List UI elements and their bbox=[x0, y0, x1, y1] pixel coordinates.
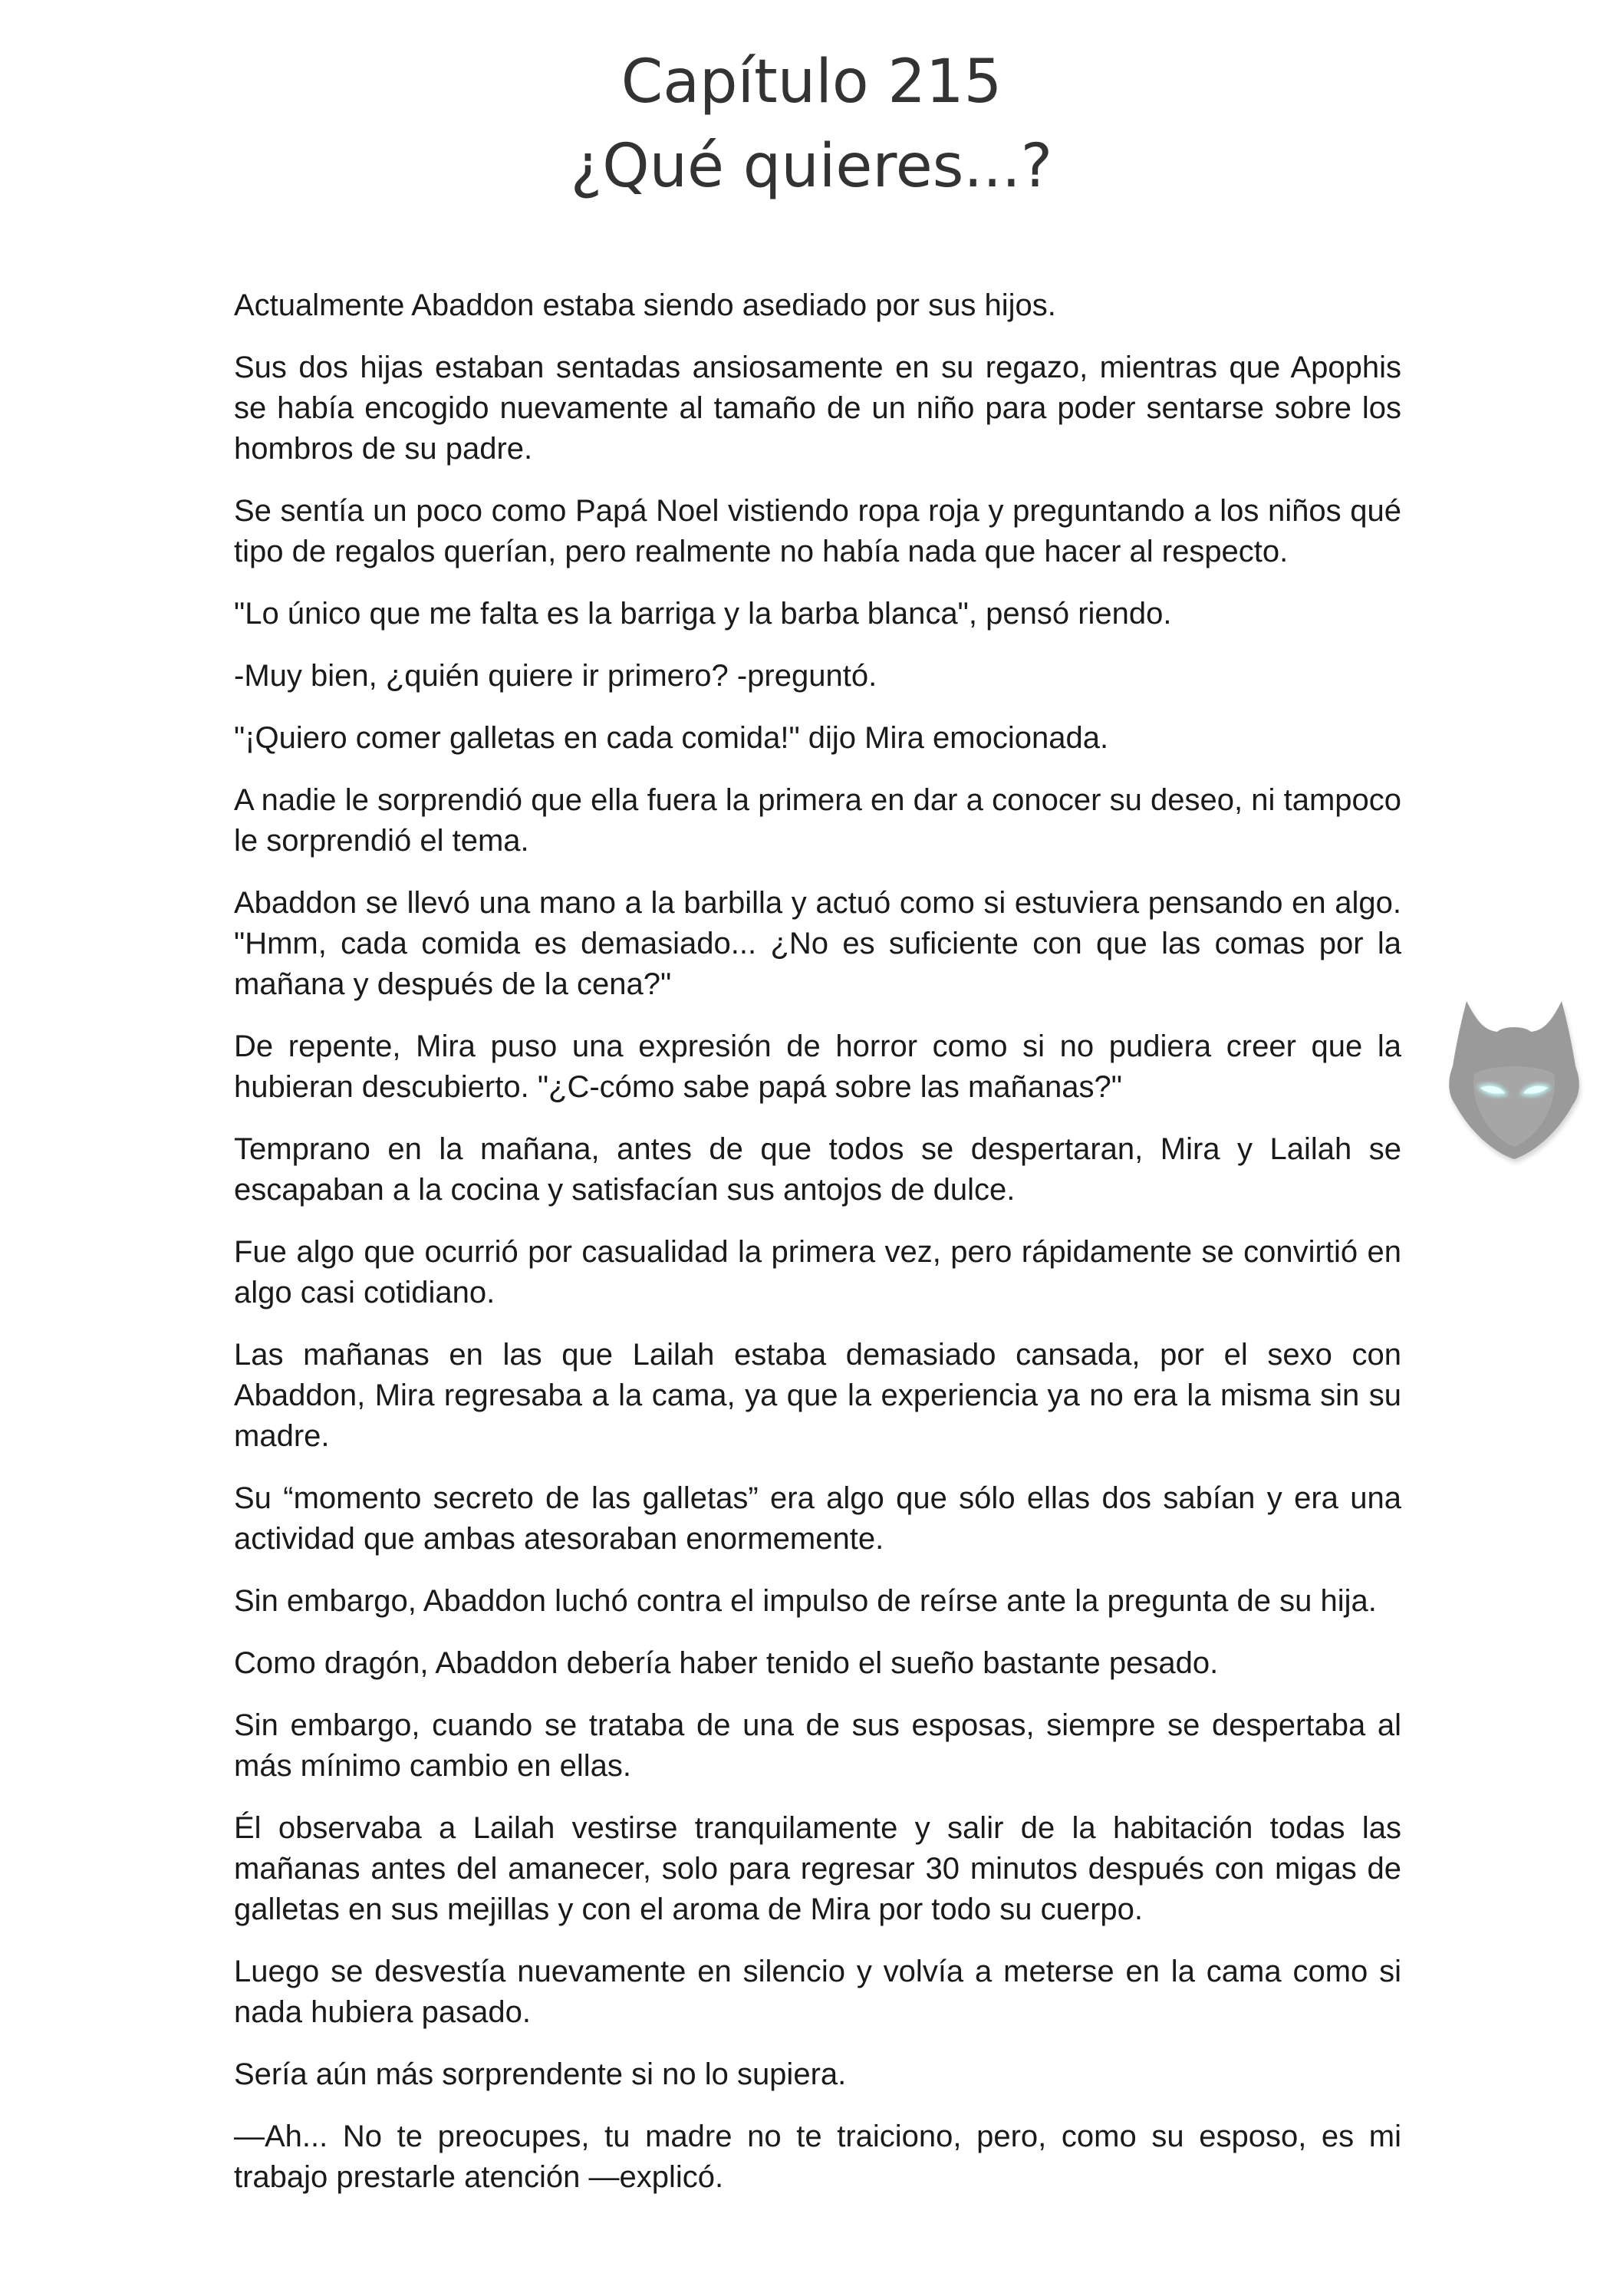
paragraph: Fue algo que ocurrió por casualidad la primera vez, pero rápidamente se convirtió en algo casi cotidiano. bbox=[234, 1235, 1401, 1309]
paragraph: -Muy bien, ¿quién quiere ir primero? -preguntó. bbox=[234, 659, 877, 693]
chapter-title: Capítulo 215 bbox=[621, 48, 1002, 117]
paragraph: "¡Quiero comer galletas en cada comida!" dijo Mira emocionada. bbox=[234, 721, 1109, 755]
paragraph: Actualmente Abaddon estaba siendo asediado por sus hijos. bbox=[234, 288, 1056, 322]
paragraph: Las mañanas en las que Lailah estaba demasiado cansada, por el sexo con Abaddon, Mira regresaba a la cama, ya que la experiencia ya no era la misma sin su madre. bbox=[234, 1338, 1401, 1453]
paragraph: Sería aún más sorprendente si no lo supiera. bbox=[234, 2057, 847, 2091]
paragraph: A nadie le sorprendió que ella fuera la primera en dar a conocer su deseo, ni tampoco le sorprendió el tema. bbox=[234, 783, 1401, 858]
paragraph: Él observaba a Lailah vestirse tranquilamente y salir de la habitación todas las mañanas antes del amanecer, solo para regresar 30 minutos después con migas de galletas en sus mejillas y con el aroma de Mira por todo su cuerpo. bbox=[234, 1811, 1401, 1926]
paragraph: Su “momento secreto de las galletas” era algo que sólo ellas dos sabían y era una actividad que ambas atesoraban enormemente. bbox=[234, 1481, 1401, 1556]
paragraph: De repente, Mira puso una expresión de horror como si no pudiera creer que la hubieran descubierto. "¿C-cómo sabe papá sobre las mañanas?" bbox=[234, 1029, 1401, 1104]
paragraph: Temprano en la mañana, antes de que todos se despertaran, Mira y Lailah se escapaban a la cocina y satisfacían sus antojos de dulce. bbox=[234, 1132, 1401, 1207]
demon-head-icon bbox=[1444, 993, 1585, 1165]
paragraph: Sin embargo, Abaddon luchó contra el impulso de reírse ante la pregunta de su hija. bbox=[234, 1584, 1377, 1618]
paragraph: "Lo único que me falta es la barriga y la barba blanca", pensó riendo. bbox=[234, 597, 1172, 631]
paragraph: Como dragón, Abaddon debería haber tenido el sueño bastante pesado. bbox=[234, 1646, 1219, 1680]
paragraph: Sus dos hijas estaban sentadas ansiosamente en su regazo, mientras que Apophis se había encogido nuevamente al tamaño de un niño para poder sentarse sobre los hombros de su padre. bbox=[234, 351, 1401, 466]
paragraph: Luego se desvestía nuevamente en silencio y volvía a meterse en la cama como si nada hubiera pasado. bbox=[234, 1955, 1401, 2029]
paragraph: —Ah... No te preocupes, tu madre no te traiciono, pero, como su esposo, es mi trabajo prestarle atención —explicó. bbox=[234, 2120, 1401, 2194]
paragraph: Abaddon se llevó una mano a la barbilla y actuó como si estuviera pensando en algo. "Hmm, cada comida es demasiado... ¿No es suficiente con que las comas por la mañana y después de la cena?" bbox=[234, 886, 1401, 1001]
chapter-body bbox=[234, 285, 1401, 2219]
chapter-subtitle: ¿Qué quieres...? bbox=[570, 132, 1053, 201]
paragraph: Sin embargo, cuando se trataba de una de sus esposas, siempre se despertaba al más mínimo cambio en ellas. bbox=[234, 1708, 1401, 1783]
chapter-header bbox=[0, 40, 1623, 209]
paragraph: Se sentía un poco como Papá Noel vistiendo ropa roja y preguntando a los niños qué tipo de regalos querían, pero realmente no había nada que hacer al respecto. bbox=[234, 494, 1401, 568]
